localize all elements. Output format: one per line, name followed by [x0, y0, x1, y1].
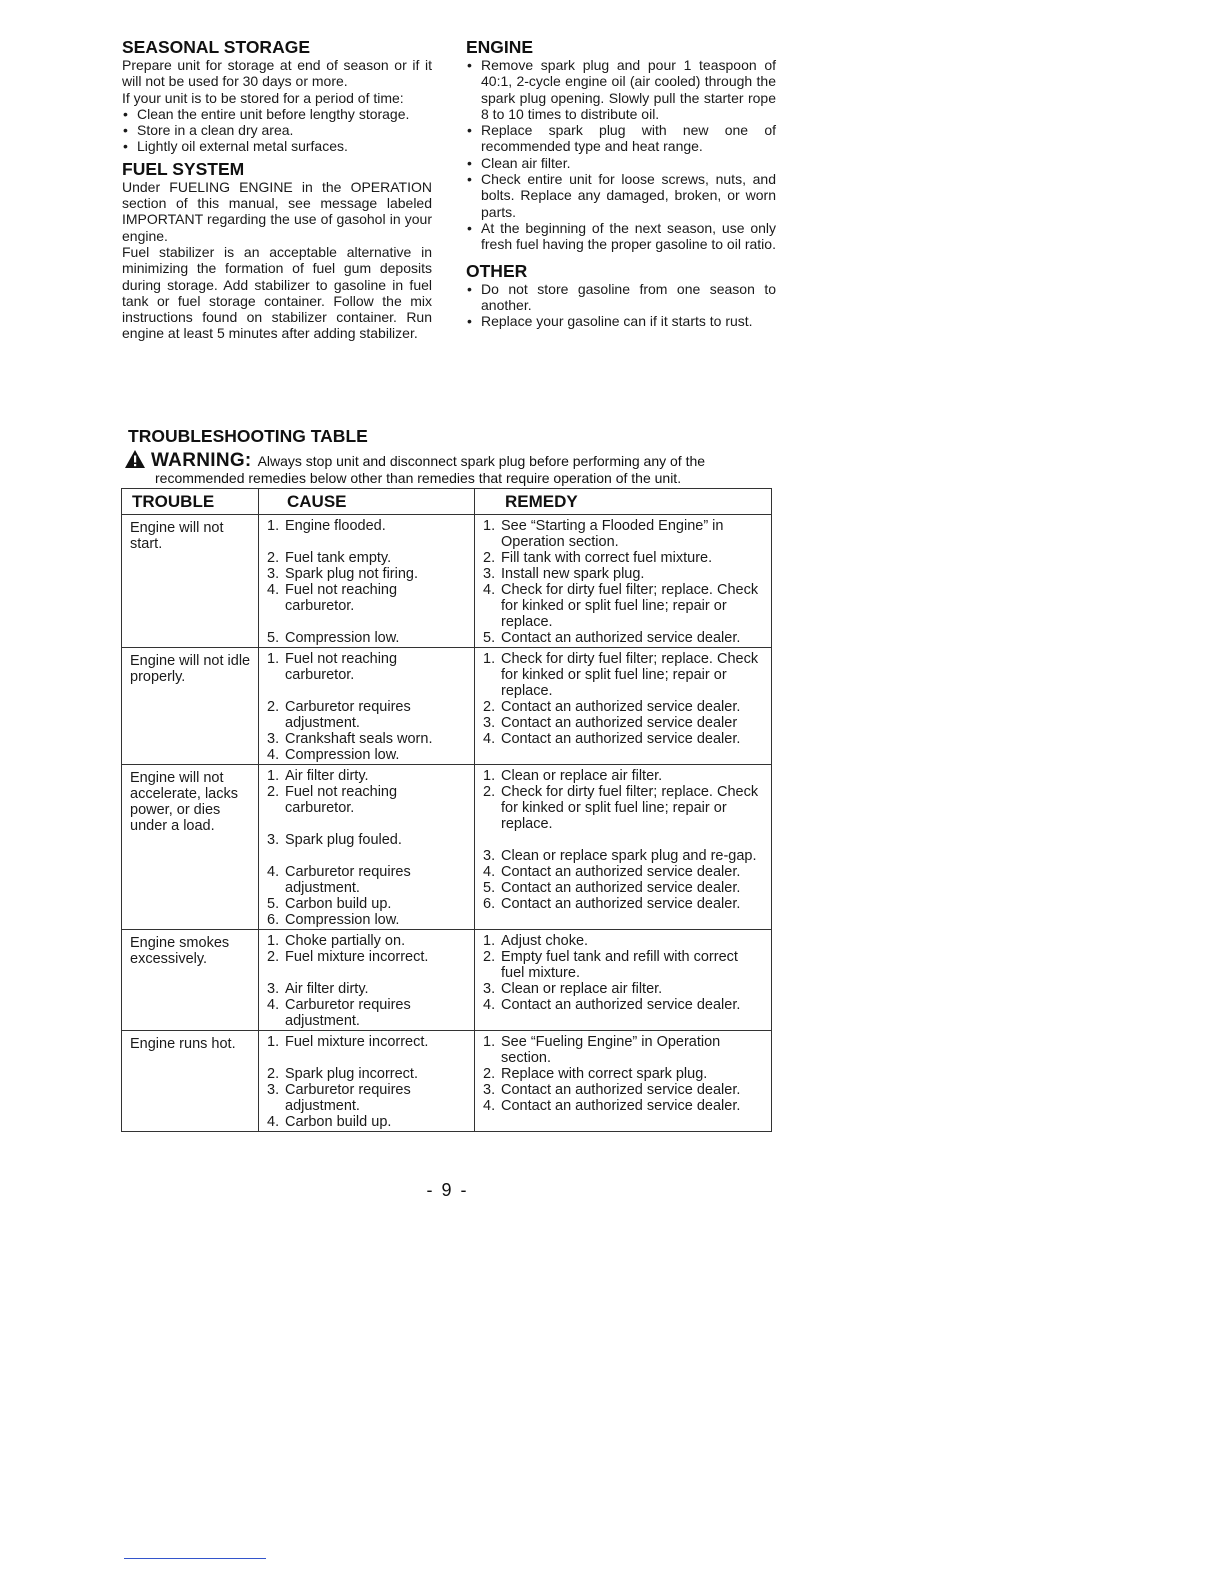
seasonal-storage-intro-2: If your unit is to be stored for a period of time: — [122, 89, 404, 106]
item-text: Spark plug not firing. — [285, 566, 418, 582]
item-text: Contact an authorized service dealer. — [501, 1098, 741, 1114]
item-number: 5. — [483, 630, 496, 646]
item-text: Engine flooded. — [285, 518, 386, 534]
item-text: Carburetor requires adjustment. — [285, 699, 411, 731]
column-header-cause: CAUSE — [259, 489, 475, 515]
fuel-system-paragraph-2: Fuel stabilizer is an acceptable alternative in minimizing the formation of fuel gum deposits during storage. Add stabilizer to gasoline in fuel tank or fuel storage container. Follow the mix instructions found on stabilizer container. Run engine at least 5 minutes after adding stabilizer. — [122, 243, 432, 342]
item-number: 2. — [483, 699, 496, 715]
remedy-cell — [475, 930, 772, 1031]
list-item — [267, 1034, 468, 1050]
remedy-cell-list — [483, 933, 765, 1013]
cause-cell-list — [267, 651, 468, 763]
item-number: 4. — [483, 997, 496, 1013]
item-number: 3. — [483, 981, 496, 997]
item-text: Compression low. — [285, 630, 400, 646]
item-number: 4. — [267, 747, 280, 763]
list-item — [483, 1034, 765, 1066]
item-text: Crankshaft seals worn. — [285, 731, 433, 747]
item-number: 1. — [483, 933, 496, 949]
table-header-row — [122, 489, 772, 515]
item-text: Fill tank with correct fuel mixture. — [501, 550, 713, 566]
list-item — [483, 731, 765, 747]
seasonal-storage-intro: Prepare unit for storage at end of season or if it will not be used for 30 days or more. — [122, 57, 432, 90]
item-text: Adjust choke. — [501, 933, 589, 949]
table-row — [122, 1031, 772, 1132]
item-number: 3. — [483, 1082, 496, 1098]
warning-triangle-icon — [124, 449, 146, 469]
remedy-cell-list — [483, 1034, 765, 1114]
item-number: 2. — [483, 550, 496, 566]
column-header-remedy: REMEDY — [475, 489, 772, 515]
list-item — [267, 550, 468, 566]
item-text: Fuel not reaching carburetor. — [285, 784, 398, 816]
item-number: 3. — [267, 1082, 280, 1098]
page-number: - 9 - — [426, 1180, 469, 1200]
trouble-cell: Engine smokes excessively. — [122, 930, 259, 1031]
item-number: 3. — [267, 832, 280, 848]
trouble-cell: Engine runs hot. — [122, 1031, 259, 1132]
item-text: Compression low. — [285, 747, 400, 763]
item-text: Fuel mixture incorrect. — [285, 1034, 429, 1050]
item-number: 4. — [483, 1098, 496, 1114]
item-text: Contact an authorized service dealer. — [501, 731, 741, 747]
list-item — [483, 784, 765, 832]
list-item — [267, 912, 468, 928]
item-number: 1. — [483, 1034, 496, 1050]
item-number: 1. — [267, 1034, 280, 1050]
item-text: Contact an authorized service dealer. — [501, 880, 741, 896]
warning-text-line-1: Always stop unit and disconnect spark plug before performing any of the — [257, 453, 706, 469]
list-item — [267, 949, 468, 965]
item-number: 1. — [267, 518, 280, 534]
other-heading: OTHER — [466, 260, 528, 281]
item-number: 1. — [483, 651, 496, 667]
list-item: • Lightly oil external metal surfaces. — [122, 138, 432, 154]
list-item — [483, 566, 765, 582]
table-row — [122, 765, 772, 930]
cause-cell — [259, 765, 475, 930]
list-item — [267, 896, 468, 912]
item-number: 3. — [267, 566, 280, 582]
warning-label: WARNING: — [151, 450, 252, 471]
item-text: Empty fuel tank and refill with correct fuel mixture. — [501, 949, 738, 981]
item-text: Contact an authorized service dealer. — [501, 997, 741, 1013]
item-number: 2. — [483, 1066, 496, 1082]
list-item: • Do not store gasoline from one season to another. — [466, 281, 776, 314]
item-text: Carbon build up. — [285, 1114, 392, 1130]
remedy-cell-list — [483, 518, 765, 646]
remedy-cell — [475, 765, 772, 930]
remedy-cell — [475, 1031, 772, 1132]
item-text: Fuel tank empty. — [285, 550, 392, 566]
item-number: 5. — [267, 630, 280, 646]
list-item — [483, 630, 765, 646]
item-text: Contact an authorized service dealer. — [501, 630, 741, 646]
item-number: 3. — [483, 566, 496, 582]
seasonal-storage-list — [122, 106, 432, 155]
item-text: Clean or replace spark plug and re-gap. — [501, 848, 757, 864]
cause-cell — [259, 648, 475, 765]
list-item — [483, 1098, 765, 1114]
item-text: Carburetor requires adjustment. — [285, 997, 411, 1029]
list-item: • Store in a clean dry area. — [122, 122, 432, 138]
list-item — [267, 981, 468, 997]
item-number: 1. — [267, 933, 280, 949]
remedy-cell — [475, 648, 772, 765]
item-number: 5. — [267, 896, 280, 912]
item-text: Spark plug fouled. — [285, 832, 402, 848]
right-column — [466, 38, 776, 329]
list-item — [483, 1066, 765, 1082]
warning-notice — [124, 446, 773, 486]
item-number: 2. — [267, 784, 280, 800]
item-text: Check for dirty fuel filter; replace. Check for kinked or split fuel line; repair or replace. — [501, 784, 759, 832]
other-list — [466, 281, 776, 330]
list-item — [483, 582, 765, 630]
item-text: Check for dirty fuel filter; replace. Check for kinked or split fuel line; repair or replace. — [501, 651, 759, 699]
list-item: • At the beginning of the next season, use only fresh fuel having the proper gasoline to oil ratio. — [466, 220, 776, 253]
list-item — [267, 768, 468, 784]
list-item — [483, 651, 765, 699]
list-item — [483, 1082, 765, 1098]
list-item — [267, 1066, 468, 1082]
item-number: 4. — [267, 997, 280, 1013]
item-text: Install new spark plug. — [501, 566, 645, 582]
list-item: • Replace your gasoline can if it starts to rust. — [466, 313, 776, 329]
item-number: 2. — [267, 550, 280, 566]
item-text: Air filter dirty. — [285, 768, 369, 784]
list-item: • Remove spark plug and pour 1 teaspoon of 40:1, 2-cycle engine oil (air cooled) through the spark plug opening. Slowly pull the starter rope 8 to 10 times to distribute oil. — [466, 57, 776, 122]
item-number: 2. — [267, 1066, 280, 1082]
list-item — [483, 981, 765, 997]
seasonal-storage-heading: SEASONAL STORAGE — [122, 37, 310, 57]
list-item — [483, 933, 765, 949]
item-number: 1. — [483, 768, 496, 784]
list-item: • Check entire unit for loose screws, nuts, and bolts. Replace any damaged, broken, or worn parts. — [466, 171, 776, 220]
troubleshooting-table — [121, 488, 772, 1132]
list-item — [483, 997, 765, 1013]
trouble-cell: Engine will not accelerate, lacks power, or dies under a load. — [122, 765, 259, 930]
remedy-cell-list — [483, 651, 765, 747]
list-item — [267, 747, 468, 763]
trouble-cell: Engine will not start. — [122, 515, 259, 648]
list-item — [267, 1114, 468, 1130]
item-text: Compression low. — [285, 912, 400, 928]
item-text: Air filter dirty. — [285, 981, 369, 997]
cause-cell — [259, 1031, 475, 1132]
item-text: See “Starting a Flooded Engine” in Operation section. — [501, 518, 724, 550]
list-item — [267, 933, 468, 949]
fuel-system-heading: FUEL SYSTEM — [122, 158, 245, 179]
list-item: • Clean the entire unit before lengthy storage. — [122, 106, 432, 122]
list-item — [267, 630, 468, 646]
item-text: See “Fueling Engine” in Operation section. — [501, 1034, 721, 1066]
item-number: 4. — [483, 582, 496, 598]
item-number: 1. — [483, 518, 496, 534]
list-item — [267, 997, 468, 1029]
item-text: Contact an authorized service dealer. — [501, 864, 741, 880]
table-row — [122, 515, 772, 648]
item-text: Fuel not reaching carburetor. — [285, 582, 398, 614]
item-number: 2. — [267, 699, 280, 715]
item-number: 4. — [483, 731, 496, 747]
remedy-cell-list — [483, 768, 765, 912]
footer-rule — [124, 1558, 266, 1559]
item-number: 4. — [267, 582, 280, 598]
item-text: Replace with correct spark plug. — [501, 1066, 708, 1082]
item-number: 2. — [483, 784, 496, 800]
item-number: 3. — [267, 981, 280, 997]
list-item — [483, 715, 765, 731]
item-text: Carburetor requires adjustment. — [285, 1082, 411, 1114]
cause-cell — [259, 515, 475, 648]
list-item — [483, 880, 765, 896]
item-text: Fuel mixture incorrect. — [285, 949, 429, 965]
list-item — [267, 582, 468, 614]
list-item — [483, 949, 765, 981]
list-item — [267, 832, 468, 848]
table-row — [122, 930, 772, 1031]
item-text: Clean or replace air filter. — [501, 981, 663, 997]
remedy-cell — [475, 515, 772, 648]
list-item — [483, 768, 765, 784]
warning-text-line-2: recommended remedies below other than remedies that require operation of the unit. — [155, 469, 682, 486]
list-item — [267, 699, 468, 731]
list-item: • Clean air filter. — [466, 155, 776, 171]
cause-cell — [259, 930, 475, 1031]
list-item — [267, 731, 468, 747]
fuel-system-paragraph: Under FUELING ENGINE in the OPERATION section of this manual, see message labeled IMPORTANT regarding the use of gasohol in your engine. — [122, 178, 432, 244]
list-item — [483, 699, 765, 715]
item-number: 4. — [483, 864, 496, 880]
item-text: Check for dirty fuel filter; replace. Check for kinked or split fuel line; repair or replace. — [501, 582, 759, 630]
item-number: 3. — [483, 848, 496, 864]
item-text: Contact an authorized service dealer. — [501, 896, 741, 912]
item-number: 2. — [483, 949, 496, 965]
troubleshooting-table-body — [122, 515, 772, 1132]
item-number: 6. — [267, 912, 280, 928]
item-text: Carbon build up. — [285, 896, 392, 912]
item-number: 5. — [483, 880, 496, 896]
list-item — [267, 651, 468, 683]
list-item — [267, 864, 468, 896]
item-text: Contact an authorized service dealer — [501, 715, 738, 731]
list-item — [483, 550, 765, 566]
item-number: 2. — [267, 949, 280, 965]
troubleshooting-section — [121, 426, 773, 1132]
cause-cell-list — [267, 1034, 468, 1130]
item-text: Contact an authorized service dealer. — [501, 1082, 741, 1098]
item-text: Choke partially on. — [285, 933, 406, 949]
list-item: • Replace spark plug with new one of recommended type and heat range. — [466, 122, 776, 155]
item-number: 4. — [267, 1114, 280, 1130]
list-item — [267, 1082, 468, 1114]
column-header-trouble: TROUBLE — [122, 489, 259, 515]
engine-heading: ENGINE — [466, 37, 534, 57]
list-item — [267, 566, 468, 582]
cause-cell-list — [267, 768, 468, 928]
item-text: Carburetor requires adjustment. — [285, 864, 411, 896]
engine-list — [466, 57, 776, 253]
item-number: 6. — [483, 896, 496, 912]
list-item — [483, 864, 765, 880]
item-text: Contact an authorized service dealer. — [501, 699, 741, 715]
list-item — [267, 784, 468, 816]
item-number: 4. — [267, 864, 280, 880]
list-item — [483, 848, 765, 864]
cause-cell-list — [267, 933, 468, 1029]
list-item — [483, 896, 765, 912]
item-number: 3. — [267, 731, 280, 747]
table-row — [122, 648, 772, 765]
troubleshooting-heading: TROUBLESHOOTING TABLE — [128, 426, 368, 446]
trouble-cell: Engine will not idle properly. — [122, 648, 259, 765]
left-column — [122, 38, 432, 342]
item-number: 3. — [483, 715, 496, 731]
cause-cell-list — [267, 518, 468, 646]
item-number: 1. — [267, 768, 280, 784]
list-item — [483, 518, 765, 550]
item-number: 1. — [267, 651, 280, 667]
item-text: Spark plug incorrect. — [285, 1066, 418, 1082]
list-item — [267, 518, 468, 534]
item-text: Clean or replace air filter. — [501, 768, 663, 784]
item-text: Fuel not reaching carburetor. — [285, 651, 398, 683]
